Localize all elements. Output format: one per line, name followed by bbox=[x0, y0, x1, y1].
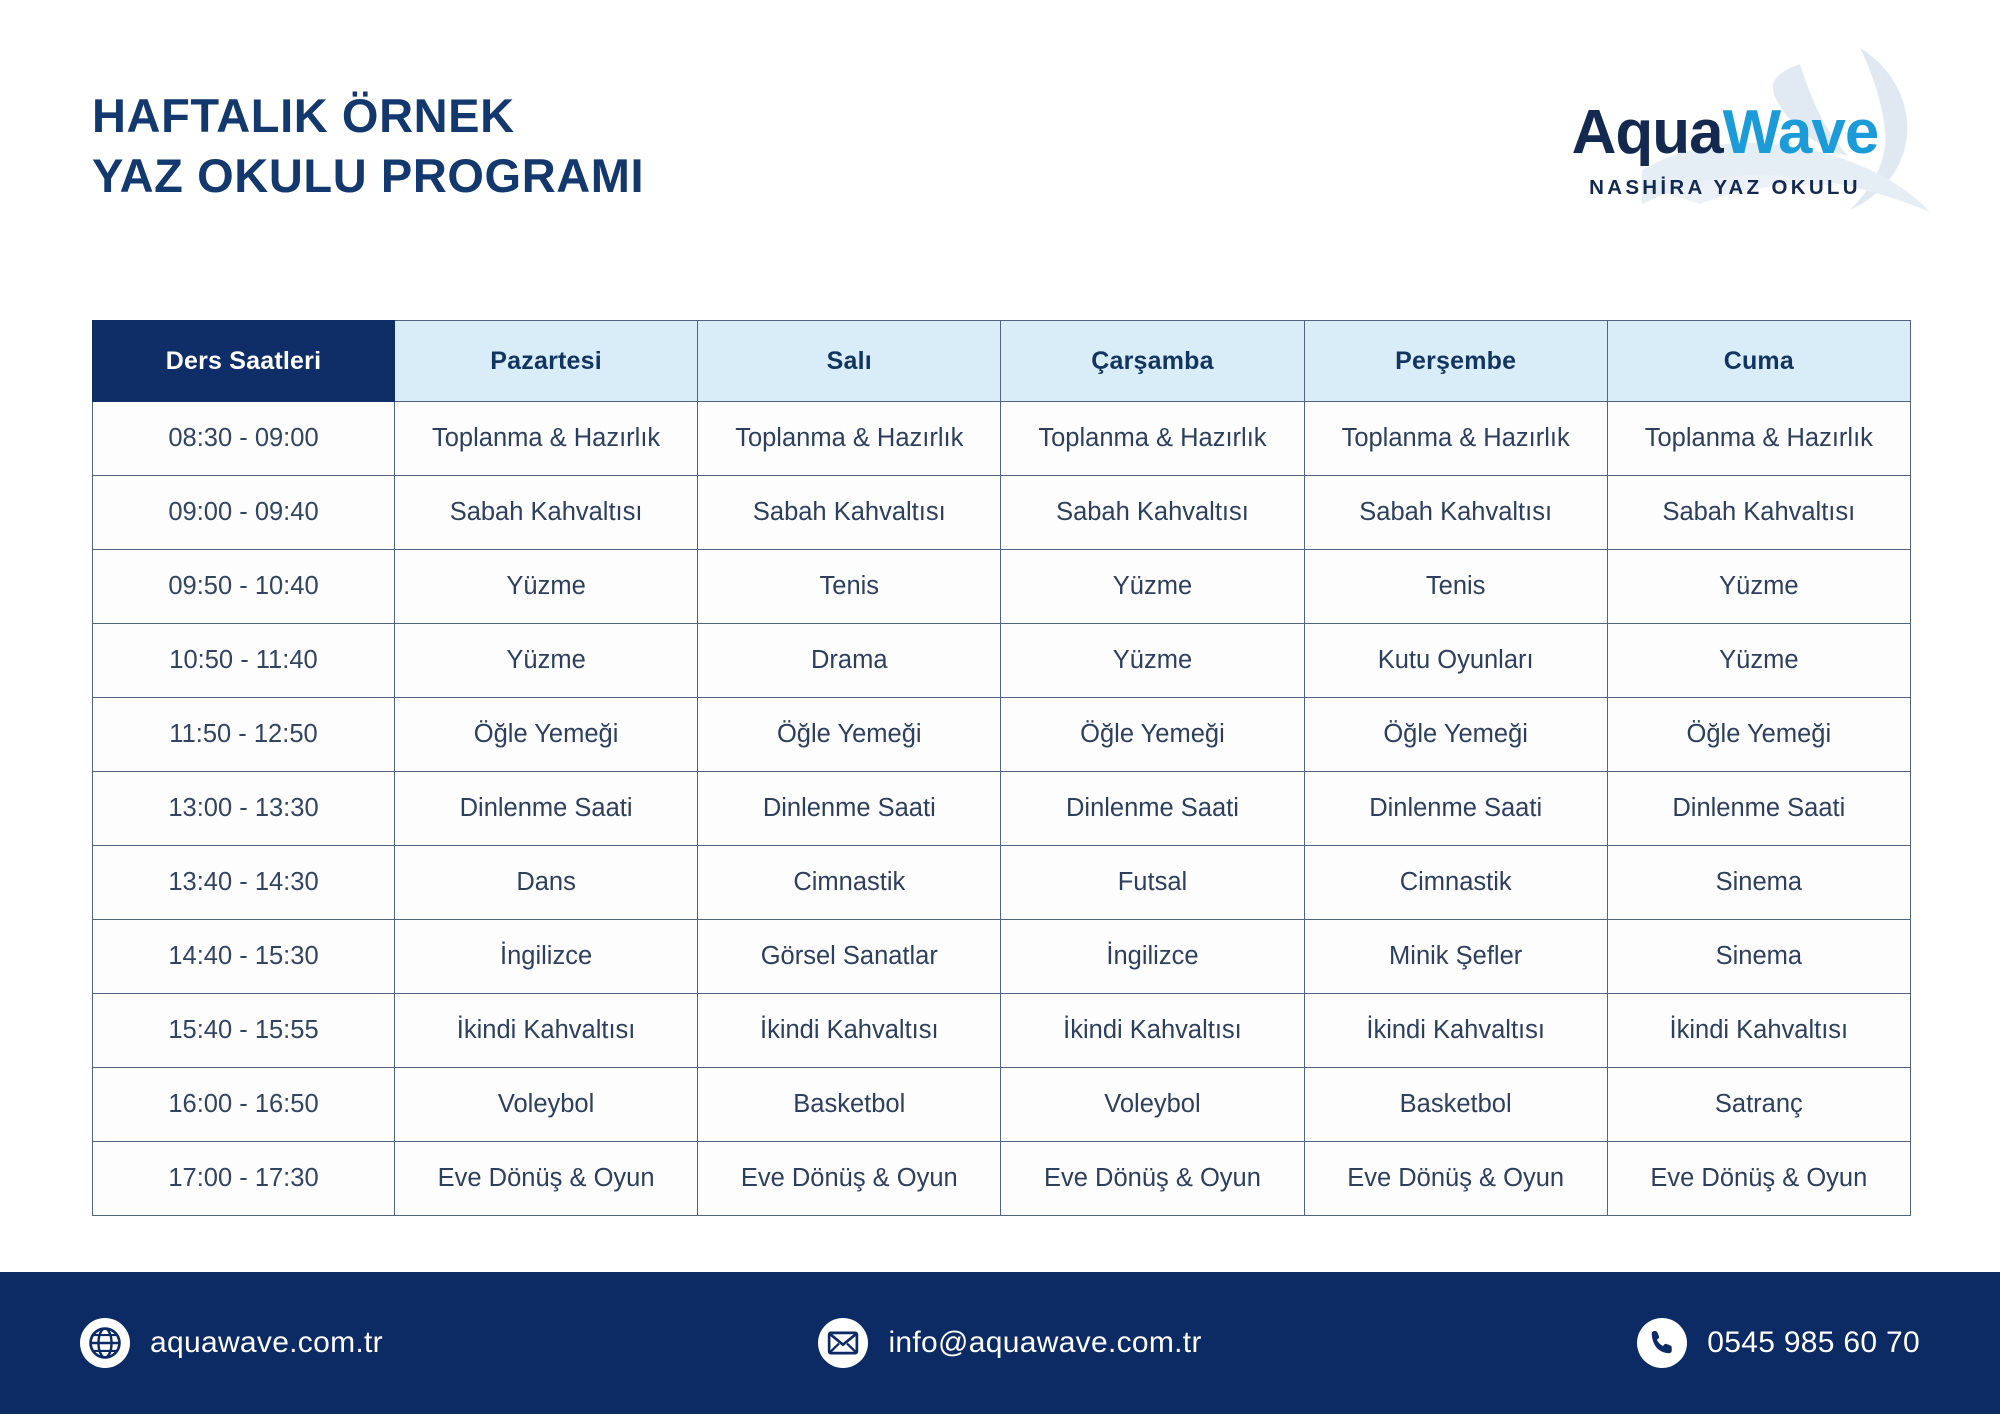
phone-icon bbox=[1637, 1318, 1687, 1368]
table-row bbox=[93, 920, 1911, 994]
schedule-activity-cell: Basketbol bbox=[698, 1068, 1001, 1142]
schedule-activity-cell: Dans bbox=[395, 846, 698, 920]
schedule-activity-cell: Sabah Kahvaltısı bbox=[698, 476, 1001, 550]
table-row bbox=[93, 550, 1911, 624]
schedule-time-cell: 11:50 - 12:50 bbox=[93, 698, 395, 772]
table-row bbox=[93, 994, 1911, 1068]
schedule-activity-cell: Toplanma & Hazırlık bbox=[1304, 402, 1607, 476]
schedule-activity-cell: Öğle Yemeği bbox=[1607, 698, 1910, 772]
column-header-time: Ders Saatleri bbox=[93, 321, 395, 402]
schedule-activity-cell: Eve Dönüş & Oyun bbox=[395, 1142, 698, 1216]
schedule-activity-cell: Satranç bbox=[1607, 1068, 1910, 1142]
table-row bbox=[93, 476, 1911, 550]
page-title-line-2: YAZ OKULU PROGRAMI bbox=[92, 149, 645, 203]
schedule-time-cell: 15:40 - 15:55 bbox=[93, 994, 395, 1068]
schedule-activity-cell: Dinlenme Saati bbox=[1001, 772, 1304, 846]
table-row bbox=[93, 624, 1911, 698]
schedule-activity-cell: Yüzme bbox=[1001, 624, 1304, 698]
table-row bbox=[93, 698, 1911, 772]
page-footer bbox=[0, 1272, 2000, 1414]
weekly-schedule bbox=[92, 320, 1910, 1216]
schedule-activity-cell: Öğle Yemeği bbox=[1001, 698, 1304, 772]
schedule-activity-cell: Eve Dönüş & Oyun bbox=[698, 1142, 1001, 1216]
schedule-activity-cell: Öğle Yemeği bbox=[395, 698, 698, 772]
schedule-activity-cell: Öğle Yemeği bbox=[698, 698, 1001, 772]
schedule-activity-cell: Dinlenme Saati bbox=[1304, 772, 1607, 846]
table-row bbox=[93, 1068, 1911, 1142]
column-header-thursday: Perşembe bbox=[1304, 321, 1607, 402]
globe-icon bbox=[80, 1318, 130, 1368]
logo-name-part-1: Aqua bbox=[1571, 98, 1723, 167]
footer-email-label: info@aquawave.com.tr bbox=[888, 1326, 1202, 1359]
schedule-time-cell: 08:30 - 09:00 bbox=[93, 402, 395, 476]
logo-subtitle: NASHİRA YAZ OKULU bbox=[1589, 176, 1861, 199]
schedule-activity-cell: Voleybol bbox=[1001, 1068, 1304, 1142]
column-header-friday: Cuma bbox=[1607, 321, 1910, 402]
schedule-activity-cell: Yüzme bbox=[1607, 624, 1910, 698]
schedule-activity-cell: Basketbol bbox=[1304, 1068, 1607, 1142]
schedule-activity-cell: Eve Dönüş & Oyun bbox=[1304, 1142, 1607, 1216]
schedule-time-cell: 13:40 - 14:30 bbox=[93, 846, 395, 920]
column-header-tuesday: Salı bbox=[698, 321, 1001, 402]
schedule-activity-cell: Dinlenme Saati bbox=[395, 772, 698, 846]
column-header-wednesday: Çarşamba bbox=[1001, 321, 1304, 402]
schedule-activity-cell: Sabah Kahvaltısı bbox=[1607, 476, 1910, 550]
schedule-activity-cell: İngilizce bbox=[1001, 920, 1304, 994]
footer-website[interactable] bbox=[80, 1318, 383, 1368]
schedule-activity-cell: Sabah Kahvaltısı bbox=[1001, 476, 1304, 550]
schedule-activity-cell: Toplanma & Hazırlık bbox=[395, 402, 698, 476]
schedule-activity-cell: Eve Dönüş & Oyun bbox=[1001, 1142, 1304, 1216]
schedule-activity-cell: Toplanma & Hazırlık bbox=[1001, 402, 1304, 476]
schedule-activity-cell: Dinlenme Saati bbox=[698, 772, 1001, 846]
schedule-activity-cell: Yüzme bbox=[395, 624, 698, 698]
schedule-activity-cell: İkindi Kahvaltısı bbox=[698, 994, 1001, 1068]
footer-email[interactable] bbox=[383, 1318, 1637, 1368]
schedule-activity-cell: Minik Şefler bbox=[1304, 920, 1607, 994]
schedule-time-cell: 16:00 - 16:50 bbox=[93, 1068, 395, 1142]
schedule-activity-cell: İkindi Kahvaltısı bbox=[1304, 994, 1607, 1068]
table-row bbox=[93, 846, 1911, 920]
schedule-activity-cell: Tenis bbox=[1304, 550, 1607, 624]
schedule-time-cell: 13:00 - 13:30 bbox=[93, 772, 395, 846]
column-header-monday: Pazartesi bbox=[395, 321, 698, 402]
schedule-activity-cell: Sabah Kahvaltısı bbox=[1304, 476, 1607, 550]
schedule-activity-cell: İkindi Kahvaltısı bbox=[1607, 994, 1910, 1068]
schedule-activity-cell: İngilizce bbox=[395, 920, 698, 994]
schedule-activity-cell: Yüzme bbox=[1607, 550, 1910, 624]
page-title-line-1: HAFTALIK ÖRNEK bbox=[92, 89, 515, 142]
page-header bbox=[0, 0, 2000, 300]
schedule-activity-cell: Yüzme bbox=[395, 550, 698, 624]
schedule-activity-cell: Toplanma & Hazırlık bbox=[698, 402, 1001, 476]
schedule-activity-cell: Görsel Sanatlar bbox=[698, 920, 1001, 994]
schedule-activity-cell: İkindi Kahvaltısı bbox=[1001, 994, 1304, 1068]
schedule-time-cell: 14:40 - 15:30 bbox=[93, 920, 395, 994]
schedule-activity-cell: Voleybol bbox=[395, 1068, 698, 1142]
schedule-activity-cell: Sabah Kahvaltısı bbox=[395, 476, 698, 550]
schedule-table-body bbox=[93, 402, 1911, 1216]
schedule-activity-cell: Dinlenme Saati bbox=[1607, 772, 1910, 846]
schedule-activity-cell: Eve Dönüş & Oyun bbox=[1607, 1142, 1910, 1216]
schedule-activity-cell: Cimnastik bbox=[1304, 846, 1607, 920]
schedule-activity-cell: Cimnastik bbox=[698, 846, 1001, 920]
schedule-time-cell: 10:50 - 11:40 bbox=[93, 624, 395, 698]
schedule-activity-cell: Tenis bbox=[698, 550, 1001, 624]
page-title bbox=[92, 86, 644, 206]
schedule-activity-cell: Drama bbox=[698, 624, 1001, 698]
schedule-time-cell: 09:50 - 10:40 bbox=[93, 550, 395, 624]
schedule-activity-cell: Futsal bbox=[1001, 846, 1304, 920]
schedule-activity-cell: Sinema bbox=[1607, 920, 1910, 994]
schedule-time-cell: 17:00 - 17:30 bbox=[93, 1142, 395, 1216]
schedule-table-head bbox=[93, 321, 1911, 402]
schedule-activity-cell: Toplanma & Hazırlık bbox=[1607, 402, 1910, 476]
table-row bbox=[93, 772, 1911, 846]
aquawave-logo bbox=[1490, 44, 1960, 214]
schedule-activity-cell: Öğle Yemeği bbox=[1304, 698, 1607, 772]
footer-website-label: aquawave.com.tr bbox=[150, 1326, 383, 1359]
footer-phone[interactable] bbox=[1637, 1318, 1920, 1368]
logo-wordmark bbox=[1490, 98, 1960, 167]
schedule-activity-cell: Kutu Oyunları bbox=[1304, 624, 1607, 698]
schedule-header-row bbox=[93, 321, 1911, 402]
schedule-table bbox=[92, 320, 1911, 1216]
logo-name-part-2: Wave bbox=[1722, 98, 1879, 167]
envelope-icon bbox=[818, 1318, 868, 1368]
schedule-activity-cell: Sinema bbox=[1607, 846, 1910, 920]
schedule-time-cell: 09:00 - 09:40 bbox=[93, 476, 395, 550]
table-row bbox=[93, 402, 1911, 476]
table-row bbox=[93, 1142, 1911, 1216]
footer-phone-label: 0545 985 60 70 bbox=[1707, 1326, 1920, 1359]
schedule-activity-cell: Yüzme bbox=[1001, 550, 1304, 624]
schedule-activity-cell: İkindi Kahvaltısı bbox=[395, 994, 698, 1068]
